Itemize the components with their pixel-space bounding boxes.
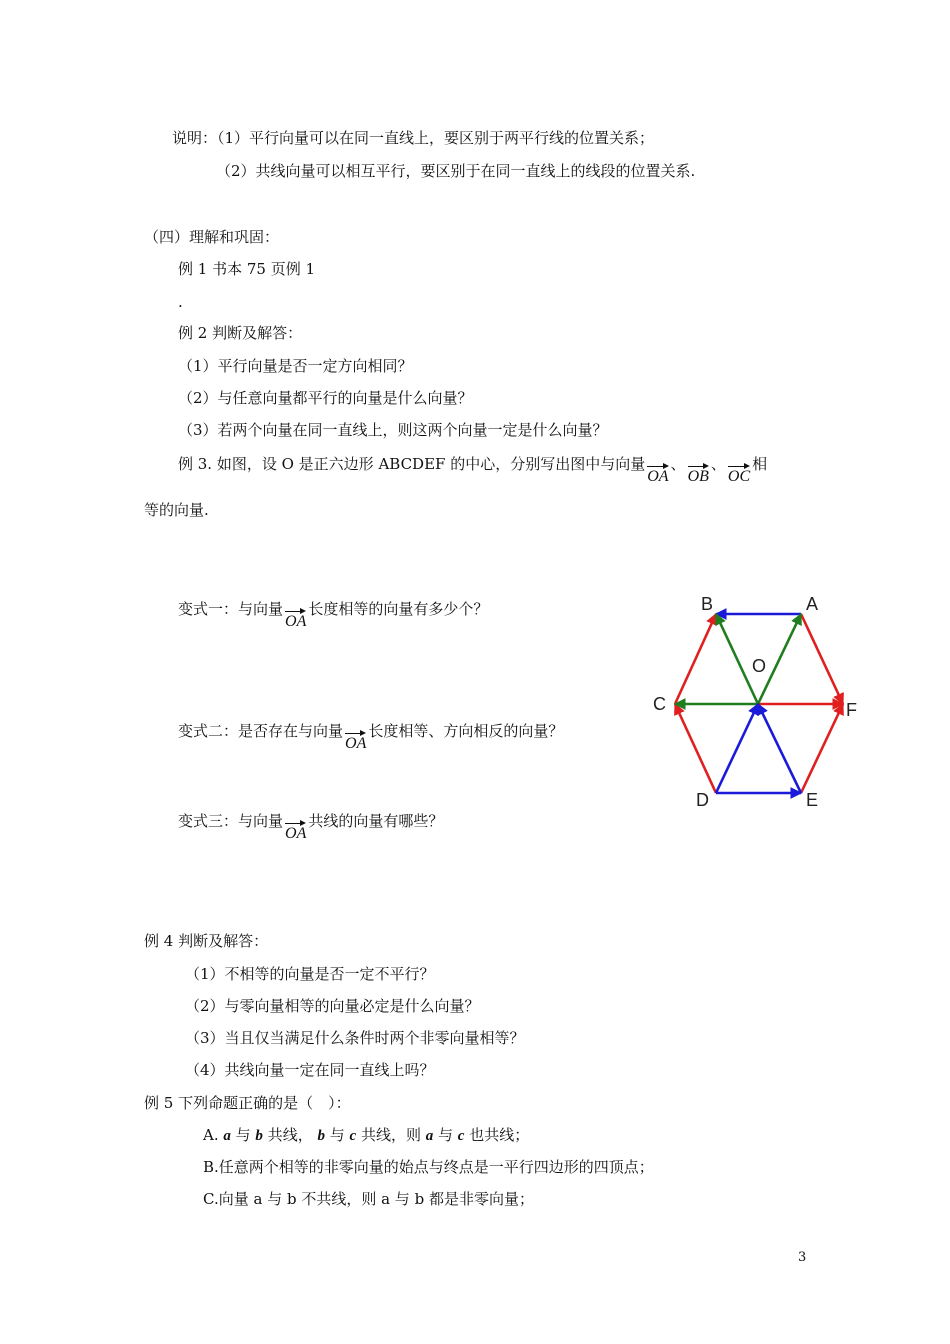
label-o: O [752, 656, 767, 676]
note-line-2: （2）共线向量可以相互平行，要区别于在同一直线上的线段的位置关系. [216, 162, 696, 180]
example-5-option-c: C.向量 a 与 b 不共线，则 a 与 b 都是非零向量； [203, 1190, 534, 1208]
variant-3 [178, 811, 443, 844]
example-4-q3: （3）当且仅当满足什么条件时两个非零向量相等？ [185, 1029, 525, 1047]
example-3-line-2: 等的向量. [144, 501, 209, 519]
note-line-1: 说明：（1）平行向量可以在同一直线上，要区别于两平行线的位置关系； [172, 129, 655, 147]
example-5-title: 例 5 下列命题正确的是（ ）： [144, 1094, 351, 1112]
variant-2-pre: 变式二：是否存在与向量 [178, 722, 344, 740]
vector-oa: OA [345, 734, 366, 754]
label-a: A [806, 594, 819, 614]
variant-1-pre: 变式一：与向量 [178, 600, 284, 618]
example-2-q3: （3）若两个向量在同一直线上，则这两个向量一定是什么向量？ [178, 421, 608, 439]
label-f: F [846, 700, 857, 720]
example-1: 例 1 书本 75 页例 1 [178, 260, 316, 278]
label-c: C [653, 694, 666, 714]
example-5-option-b: B.任意两个相等的非零向量的始点与终点是一平行四边形的四顶点； [203, 1158, 654, 1176]
example-3-text-end: 相 [752, 455, 768, 473]
page-number: 3 [798, 1250, 807, 1265]
separator: 、 [670, 455, 686, 473]
example-5-option-a: A. a 与 b 共线， b 与 c 共线，则 a 与 c 也共线； [203, 1126, 530, 1144]
variant-3-pre: 变式三：与向量 [178, 812, 284, 830]
label-b: B [701, 594, 714, 614]
segment-e-o [758, 704, 801, 793]
example-4-q1: （1）不相等的向量是否一定不平行？ [185, 965, 435, 983]
variant-2-post: 长度相等、方向相反的向量？ [368, 722, 564, 740]
example-2-q1: （1）平行向量是否一定方向相同？ [178, 357, 413, 375]
hexagon-vector-figure [648, 588, 868, 814]
vector-oa: OA [285, 824, 306, 844]
example-2-q2: （2）与任意向量都平行的向量是什么向量？ [178, 389, 473, 407]
separator: 、 [710, 455, 726, 473]
stray-dot: . [178, 293, 183, 311]
example-4-title: 例 4 判断及解答： [144, 932, 269, 950]
label-e: E [806, 790, 819, 810]
variant-1-post: 长度相等的向量有多少个？ [308, 600, 489, 618]
variant-3-post: 共线的向量有哪些？ [308, 812, 444, 830]
label-d: D [696, 790, 709, 810]
example-4-q2: （2）与零向量相等的向量必定是什么向量？ [185, 997, 480, 1015]
vector-ob: OB [688, 467, 709, 487]
edge-d-c [675, 704, 716, 793]
segment-d-o [716, 704, 758, 793]
example-4-q4: （4）共线向量一定在同一直线上吗？ [185, 1061, 435, 1079]
vector-oa: OA [647, 467, 668, 487]
edge-a-f [801, 614, 843, 704]
vector-oa: OA [285, 612, 306, 632]
variant-1 [178, 599, 488, 632]
example-3-line-1 [178, 454, 767, 487]
example-2-title: 例 2 判断及解答： [178, 324, 303, 342]
edge-e-f [801, 704, 843, 793]
variant-2 [178, 721, 563, 754]
edge-c-b [675, 614, 716, 704]
section-4-title: （四）理解和巩固： [144, 228, 280, 246]
example-3-text: 例 3. 如图，设 O 是正六边形 ABCDEF 的中心，分别写出图中与向量 [178, 455, 646, 473]
vector-oc: OC [728, 467, 750, 487]
